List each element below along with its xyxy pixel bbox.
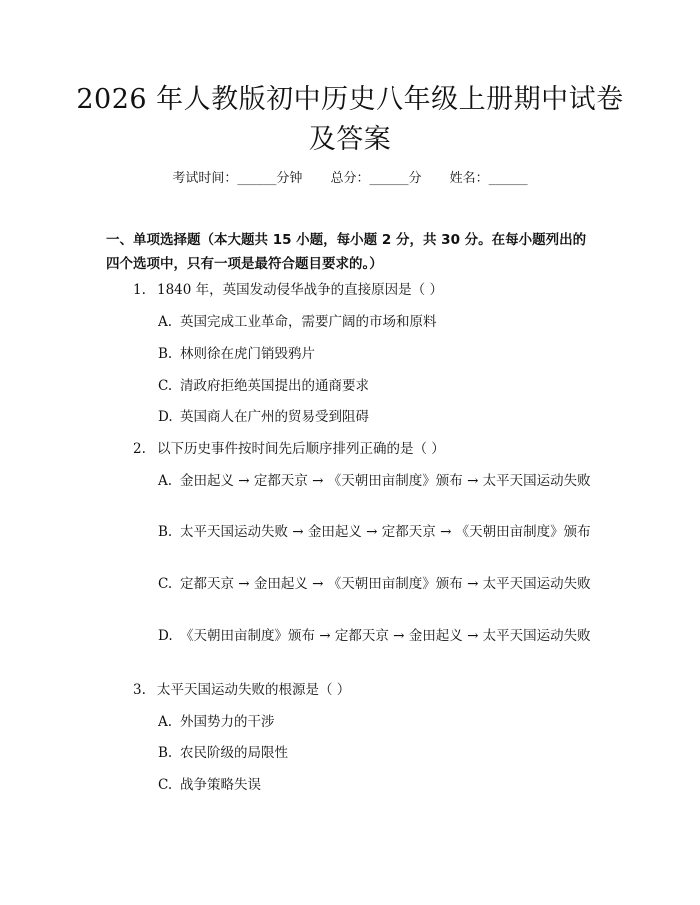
option-letter: A. [158,314,173,330]
question-1 [133,279,443,301]
exam-time-field: 考试时间：______分钟 [172,171,303,186]
question-stem: 1840 年，英国发动侵华战争的直接原因是（ ） [157,282,443,298]
question-3-option-a [106,710,594,735]
option-letter: A. [158,714,173,730]
option-text: 林则徐在虎门销毁鸦片 [180,346,315,362]
question-number: 1. [133,282,146,298]
question-2-option-a [106,469,594,494]
option-letter: D. [158,628,173,644]
option-letter: C. [158,777,173,793]
option-letter: B. [158,524,173,540]
section-heading: 一、单项选择题（本大题共 15 小题，每小题 2 分，共 30 分。在每小题列出的四个选项中，只有一项是最符合题目要求的。） [106,232,587,272]
question-2-option-d [106,624,594,649]
question-3 [133,679,350,701]
question-1-option-a [106,310,594,335]
question-1-option-c [106,374,594,399]
option-text: 战争策略失误 [180,777,261,793]
question-number: 2. [133,441,146,457]
option-text: 太平天国运动失败 → 金田起义 → 定都天京 → 《天朝田亩制度》颁布 [180,524,591,540]
question-stem: 太平天国运动失败的根源是（ ） [157,682,351,698]
option-text: 《天朝田亩制度》颁布 → 定都天京 → 金田起义 → 太平天国运动失败 [180,628,591,644]
question-number: 3. [133,682,146,698]
option-letter: D. [158,409,173,425]
option-text: 外国势力的干涉 [180,714,275,730]
option-letter: B. [158,346,173,362]
option-text: 农民阶级的局限性 [180,745,288,761]
option-letter: C. [158,576,173,592]
option-text: 定都天京 → 金田起义 → 《天朝田亩制度》颁布 → 太平天国运动失败 [180,576,591,592]
question-stem: 以下历史事件按时间先后顺序排列正确的是（ ） [157,441,445,457]
question-3-option-c [106,773,594,798]
exam-info-line [0,169,700,189]
question-2-option-c [106,572,594,597]
total-score-field: 总分：______分 [330,171,422,186]
question-2 [133,438,445,460]
option-text: 英国商人在广州的贸易受到阻碍 [180,409,369,425]
question-3-option-b [106,741,594,766]
option-text: 英国完成工业革命，需要广阔的市场和原料 [180,314,437,330]
exam-title [70,80,630,160]
option-text: 清政府拒绝英国提出的通商要求 [180,378,369,394]
title-line-2: 及答案 [308,124,392,155]
option-letter: B. [158,745,173,761]
student-name-field: 姓名：______ [449,171,528,186]
question-1-option-d [106,405,594,430]
title-line-1: 2026 年人教版初中历史八年级上册期中试卷 [76,84,624,115]
option-letter: C. [158,378,173,394]
question-1-option-b [106,342,594,367]
question-2-option-b [106,520,594,545]
option-text: 金田起义 → 定都天京 → 《天朝田亩制度》颁布 → 太平天国运动失败 [180,473,591,489]
option-letter: A. [158,473,173,489]
